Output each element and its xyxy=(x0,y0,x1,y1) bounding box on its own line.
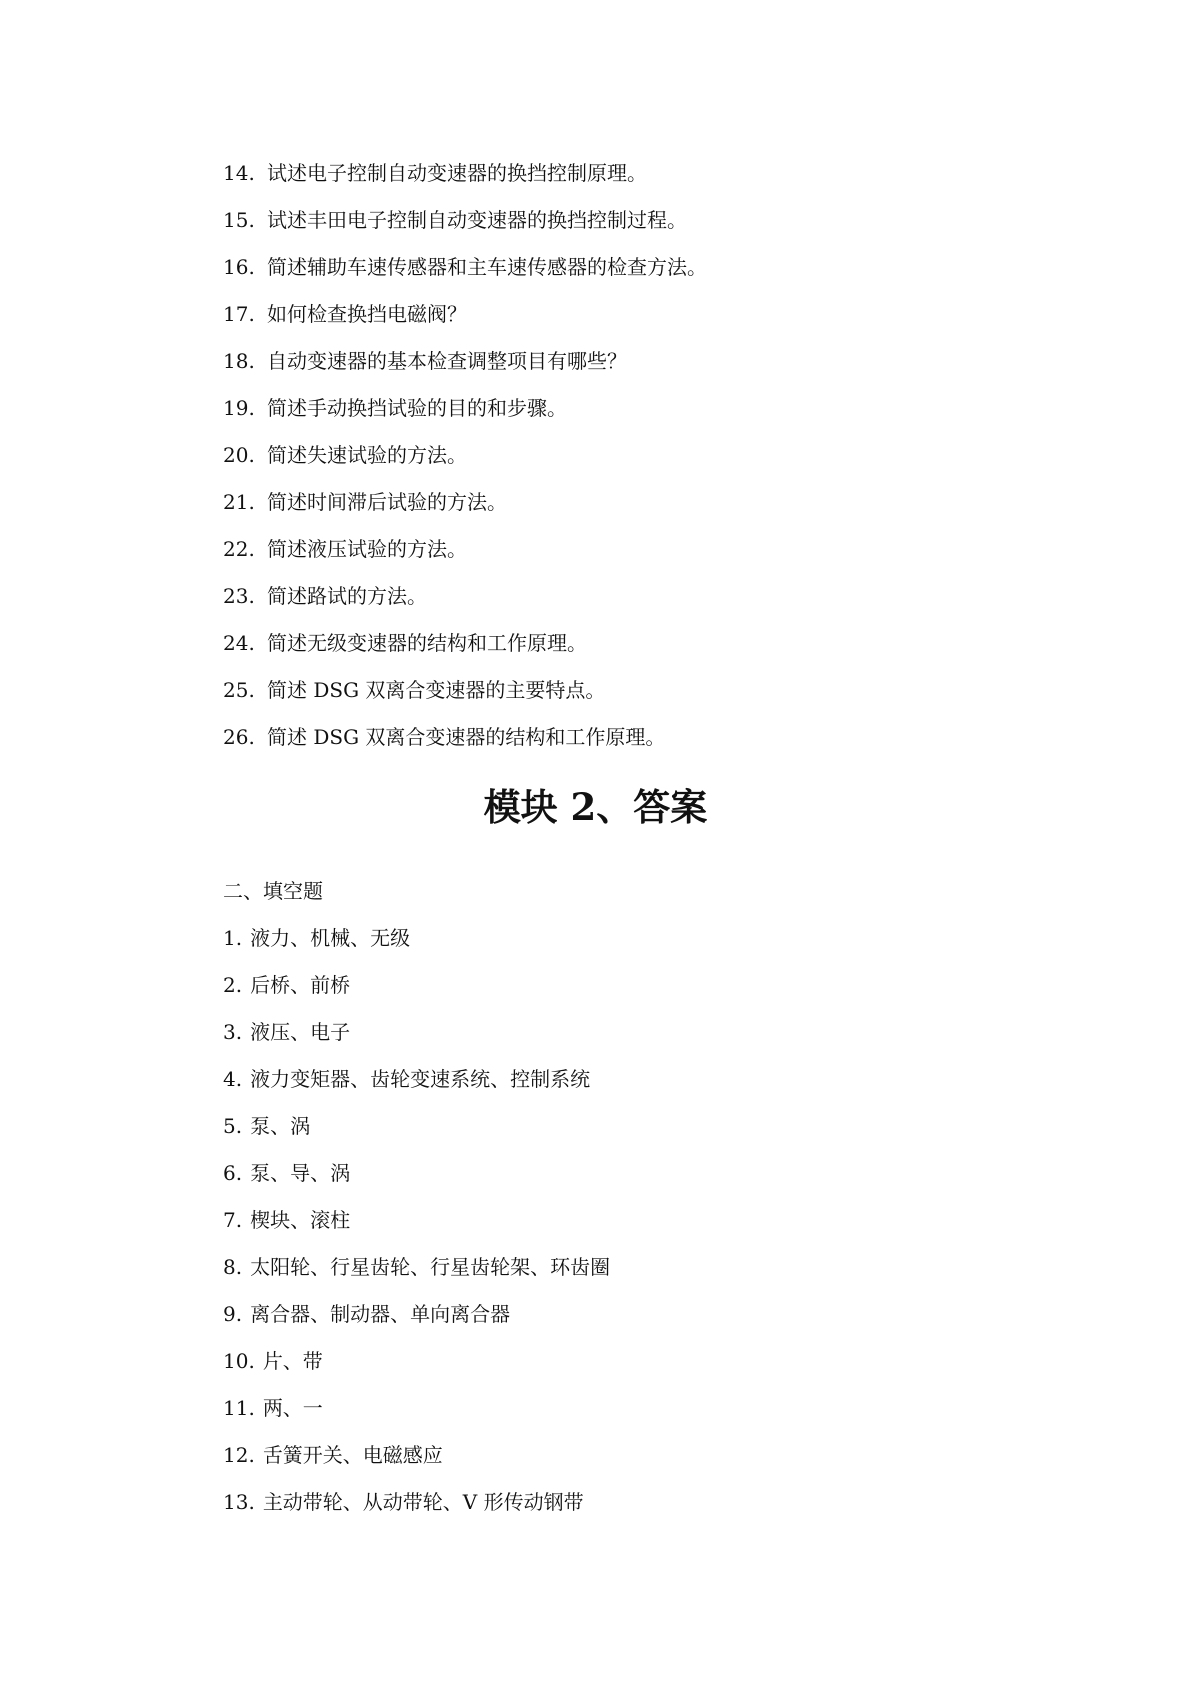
question-item xyxy=(223,385,707,432)
answer-text: 离合器、制动器、单向离合器 xyxy=(250,1302,511,1326)
answer-text: 楔块、滚柱 xyxy=(250,1208,351,1232)
answer-item xyxy=(223,1056,610,1103)
answer-item xyxy=(223,1197,610,1244)
answer-text: 主动带轮、从动带轮、V 形传动钢带 xyxy=(262,1490,584,1514)
answer-text: 两、一 xyxy=(262,1396,323,1420)
module-title: 模块 2、答案 xyxy=(483,785,708,829)
answer-item xyxy=(223,915,610,962)
question-number: 17. xyxy=(223,302,255,326)
question-number: 20. xyxy=(223,443,255,467)
question-number: 14. xyxy=(223,161,255,185)
question-item xyxy=(223,150,707,197)
question-number: 16. xyxy=(223,255,255,279)
answer-number: 3. xyxy=(223,1020,243,1044)
question-number: 24. xyxy=(223,631,255,655)
question-number: 23. xyxy=(223,584,255,608)
answer-item xyxy=(223,1009,610,1056)
answer-text: 泵、导、涡 xyxy=(250,1161,351,1185)
question-text: 简述辅助车速传感器和主车速传感器的检查方法。 xyxy=(267,255,707,279)
question-text: 简述手动换挡试验的目的和步骤。 xyxy=(267,396,567,420)
question-text: 简述无级变速器的结构和工作原理。 xyxy=(267,631,587,655)
question-number: 25. xyxy=(223,678,255,702)
question-text: 简述路试的方法。 xyxy=(267,584,427,608)
answer-item xyxy=(223,1103,610,1150)
question-text: 简述失速试验的方法。 xyxy=(267,443,467,467)
question-item xyxy=(223,620,707,667)
question-item xyxy=(223,338,707,385)
question-text: 简述时间滞后试验的方法。 xyxy=(267,490,507,514)
question-item xyxy=(223,197,707,244)
question-number: 22. xyxy=(223,537,255,561)
section-heading: 二、填空题 xyxy=(223,879,323,903)
answer-item xyxy=(223,1150,610,1197)
answer-number: 5. xyxy=(223,1114,243,1138)
question-text: 简述 DSG 双离合变速器的主要特点。 xyxy=(267,678,606,702)
question-item xyxy=(223,714,707,761)
answer-number: 2. xyxy=(223,973,243,997)
question-item xyxy=(223,432,707,479)
answer-list xyxy=(223,915,610,1526)
question-item xyxy=(223,291,707,338)
answer-text: 液压、电子 xyxy=(250,1020,351,1044)
answer-item xyxy=(223,1244,610,1291)
answer-number: 10. xyxy=(223,1349,255,1373)
answer-text: 泵、涡 xyxy=(250,1114,311,1138)
question-text: 简述 DSG 双离合变速器的结构和工作原理。 xyxy=(267,725,666,749)
question-list xyxy=(223,150,707,761)
question-item xyxy=(223,526,707,573)
answer-item xyxy=(223,1432,610,1479)
answer-text: 液力变矩器、齿轮变速系统、控制系统 xyxy=(250,1067,591,1091)
answer-item xyxy=(223,1291,610,1338)
answer-number: 12. xyxy=(223,1443,255,1467)
question-item xyxy=(223,244,707,291)
question-number: 21. xyxy=(223,490,255,514)
question-number: 15. xyxy=(223,208,255,232)
question-item xyxy=(223,573,707,620)
question-text: 如何检查换挡电磁阀？ xyxy=(267,302,467,326)
answer-item xyxy=(223,962,610,1009)
answer-number: 4. xyxy=(223,1067,243,1091)
question-text: 试述丰田电子控制自动变速器的换挡控制过程。 xyxy=(267,208,687,232)
question-item xyxy=(223,667,707,714)
answer-item xyxy=(223,1338,610,1385)
question-item xyxy=(223,479,707,526)
answer-number: 9. xyxy=(223,1302,243,1326)
answer-item xyxy=(223,1385,610,1432)
question-text: 简述液压试验的方法。 xyxy=(267,537,467,561)
answer-text: 后桥、前桥 xyxy=(250,973,351,997)
answer-item xyxy=(223,1479,610,1526)
answer-text: 舌簧开关、电磁感应 xyxy=(262,1443,443,1467)
answer-number: 7. xyxy=(223,1208,243,1232)
question-number: 18. xyxy=(223,349,255,373)
answer-text: 液力、机械、无级 xyxy=(250,926,411,950)
question-text: 自动变速器的基本检查调整项目有哪些？ xyxy=(267,349,627,373)
question-number: 19. xyxy=(223,396,255,420)
answer-text: 太阳轮、行星齿轮、行星齿轮架、环齿圈 xyxy=(250,1255,611,1279)
answer-number: 6. xyxy=(223,1161,243,1185)
answer-number: 13. xyxy=(223,1490,255,1514)
answer-number: 1. xyxy=(223,926,243,950)
answer-text: 片、带 xyxy=(262,1349,323,1373)
answer-number: 11. xyxy=(223,1396,255,1420)
question-text: 试述电子控制自动变速器的换挡控制原理。 xyxy=(267,161,647,185)
answer-number: 8. xyxy=(223,1255,243,1279)
question-number: 26. xyxy=(223,725,255,749)
